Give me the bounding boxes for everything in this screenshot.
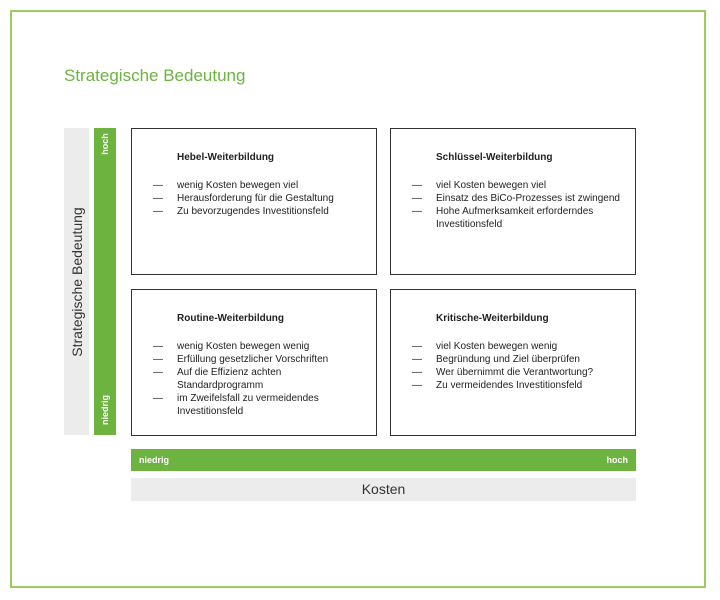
- dash-icon: —: [153, 393, 163, 404]
- page-title: Strategische Bedeutung: [64, 66, 246, 85]
- quadrant-hebel: [131, 128, 377, 275]
- y-axis-bar: [94, 128, 116, 435]
- list-item: [412, 192, 627, 205]
- list-item: [153, 353, 368, 366]
- quadrant-title: Kritische-Weiterbildung: [436, 313, 549, 324]
- x-axis-low-label: niedrig: [139, 455, 170, 465]
- list-item-text: Herausforderung für die Gestaltung: [177, 193, 334, 204]
- list-item-text: wenig Kosten bewegen wenig: [177, 341, 310, 352]
- list-item: [412, 205, 627, 231]
- quadrant-list: [412, 340, 627, 392]
- list-item-text: Begründung und Ziel überprüfen: [436, 354, 580, 365]
- dash-icon: —: [412, 367, 422, 378]
- quadrant-list: [412, 179, 627, 231]
- list-item-text: Hohe Aufmerksamkeit erforderndes Investitionsfeld: [436, 206, 594, 230]
- x-axis-high-label: hoch: [606, 455, 628, 465]
- list-item: [153, 366, 368, 392]
- dash-icon: —: [412, 180, 422, 191]
- list-item: [412, 379, 627, 392]
- dash-icon: —: [412, 206, 422, 217]
- quadrant-schluessel: [390, 128, 636, 275]
- list-item: [412, 179, 627, 192]
- y-axis-low-label: niedrig: [100, 394, 110, 426]
- dash-icon: —: [153, 193, 163, 204]
- x-axis-bar: [131, 449, 636, 471]
- dash-icon: —: [412, 193, 422, 204]
- list-item-text: Auf die Effizienz achten Standardprogramm: [177, 367, 282, 391]
- quadrant-list: [153, 179, 368, 218]
- dash-icon: —: [153, 354, 163, 365]
- list-item: [153, 340, 368, 353]
- y-axis-label: Strategische Bedeutung: [68, 206, 85, 357]
- quadrant-kritisch: [390, 289, 636, 436]
- dash-icon: —: [153, 206, 163, 217]
- list-item-text: Einsatz des BiCo-Prozesses ist zwingend: [436, 193, 620, 204]
- list-item: [153, 179, 368, 192]
- dash-icon: —: [412, 380, 422, 391]
- dash-icon: —: [412, 341, 422, 352]
- list-item: [412, 340, 627, 353]
- list-item-text: wenig Kosten bewegen viel: [177, 180, 299, 191]
- list-item-text: Erfüllung gesetzlicher Vorschriften: [177, 354, 329, 365]
- quadrant-title: Hebel-Weiterbildung: [177, 152, 275, 163]
- dash-icon: —: [153, 180, 163, 191]
- y-axis-high-label: hoch: [100, 133, 110, 155]
- list-item: [412, 366, 627, 379]
- list-item-text: viel Kosten bewegen viel: [436, 180, 547, 191]
- dash-icon: —: [412, 354, 422, 365]
- list-item: [412, 353, 627, 366]
- list-item-text: viel Kosten bewegen wenig: [436, 341, 558, 352]
- list-item: [153, 205, 368, 218]
- list-item-text: Wer übernimmt die Verantwortung?: [436, 367, 594, 378]
- quadrant-routine: [131, 289, 377, 436]
- dash-icon: —: [153, 341, 163, 352]
- list-item-text: im Zweifelsfall zu vermeidendes Investitionsfeld: [177, 393, 319, 417]
- y-axis-label-box: [64, 128, 89, 435]
- list-item-text: Zu bevorzugendes Investitionsfeld: [177, 206, 329, 217]
- quadrant-title: Schlüssel-Weiterbildung: [436, 152, 553, 163]
- list-item: [153, 392, 368, 418]
- dash-icon: —: [153, 367, 163, 378]
- x-axis-label: Kosten: [131, 478, 636, 501]
- quadrant-list: [153, 340, 368, 418]
- list-item-text: Zu vermeidendes Investitionsfeld: [436, 380, 583, 391]
- quadrant-title: Routine-Weiterbildung: [177, 313, 285, 324]
- list-item: [153, 192, 368, 205]
